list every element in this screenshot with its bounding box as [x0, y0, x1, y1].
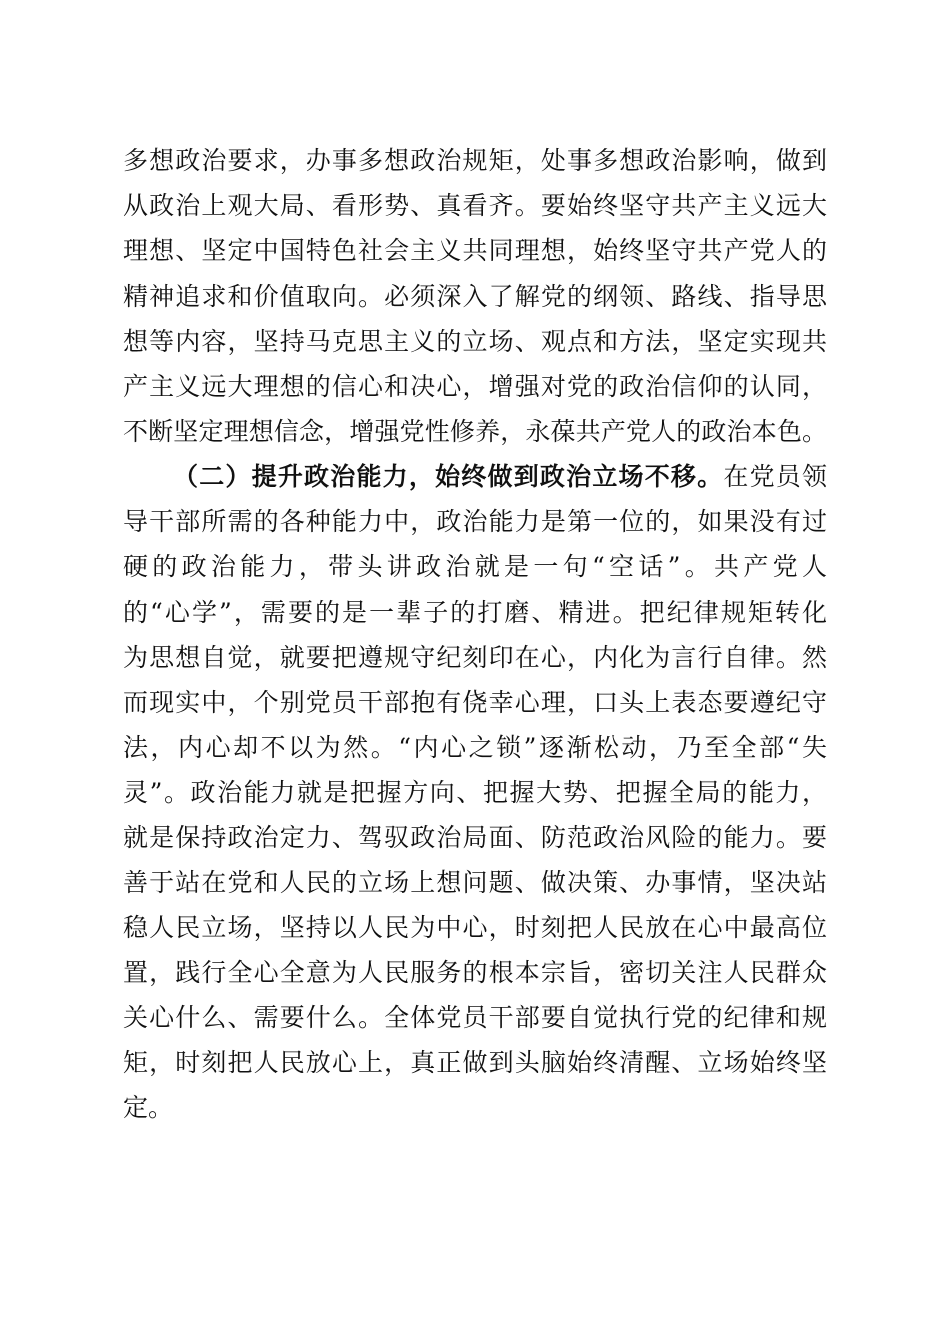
- paragraph-2-line-2: 导干部所需的各种能力中，政治能力是第一位的，如果没有过: [123, 507, 827, 536]
- paragraph-2-line-3: 硬的政治能力，带头讲政治就是一句“空话”。共产党人: [123, 552, 827, 581]
- paragraph-2-line-15: 定。: [123, 1093, 174, 1122]
- paragraph-1-line-4: 精神追求和价值取向。必须深入了解党的纲领、路线、指导思: [123, 282, 827, 311]
- paragraph-2-line-7: 法，内心却不以为然。“内心之锁”逐渐松动，乃至全部“失: [123, 733, 827, 762]
- paragraph-2-line-13: 关心什么、需要什么。全体党员干部要自觉执行党的纪律和规: [123, 1003, 827, 1032]
- paragraph-2-line-9: 就是保持政治定力、驾驭政治局面、防范政治风险的能力。要: [123, 823, 827, 852]
- paragraph-2-line-12: 置，践行全心全意为人民服务的根本宗旨，密切关注人民群众: [123, 958, 827, 987]
- section-heading: （二）提升政治能力，始终做到政治立场不移。: [173, 462, 724, 491]
- paragraph-1-line-5: 想等内容，坚持马克思主义的立场、观点和方法，坚定实现共: [123, 327, 827, 356]
- paragraph-1-line-7: 不断坚定理想信念，增强党性修养，永葆共产党人的政治本色。: [123, 417, 827, 446]
- paragraph-2-line-4: 的“心学”，需要的是一辈子的打磨、精进。把纪律规矩转化: [123, 598, 827, 627]
- paragraph-2-line-6: 而现实中，个别党员干部抱有侥幸心理，口头上表态要遵纪守: [123, 688, 827, 717]
- paragraph-2-line-8: 灵”。政治能力就是把握方向、把握大势、把握全局的能力，: [123, 778, 827, 807]
- paragraph-2-line-11: 稳人民立场，坚持以人民为中心，时刻把人民放在心中最高位: [123, 913, 827, 942]
- paragraph-2-line-14: 矩，时刻把人民放心上，真正做到头脑始终清醒、立场始终坚: [123, 1048, 827, 1077]
- paragraph-1-line-6: 产主义远大理想的信心和决心，增强对党的政治信仰的认同，: [123, 372, 827, 401]
- paragraph-2-line-5: 为思想自觉，就要把遵规守纪刻印在心，内化为言行自律。然: [123, 643, 827, 672]
- paragraph-1-line-1: 多想政治要求，办事多想政治规矩，处事多想政治影响，做到: [123, 146, 827, 175]
- paragraph-2-first-line: [173, 457, 827, 497]
- paragraph-2-line-10: 善于站在党和人民的立场上想问题、做决策、办事情，坚决站: [123, 868, 827, 897]
- paragraph-2-first-line-text: 在党员领: [723, 462, 827, 491]
- paragraph-1-line-2: 从政治上观大局、看形势、真看齐。要始终坚守共产主义远大: [123, 191, 827, 220]
- paragraph-1-line-3: 理想、坚定中国特色社会主义共同理想，始终坚守共产党人的: [123, 236, 827, 265]
